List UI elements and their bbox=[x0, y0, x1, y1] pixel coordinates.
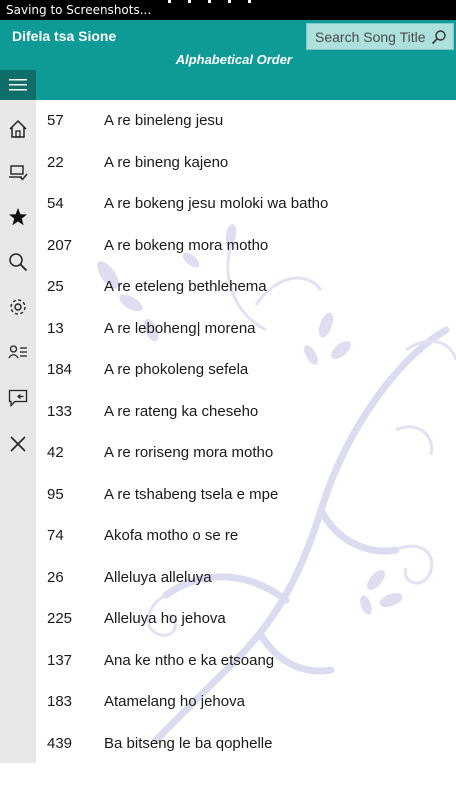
song-title: Atamelang ho jehova bbox=[104, 693, 245, 710]
menu-bar bbox=[0, 70, 456, 100]
song-row[interactable] bbox=[36, 432, 456, 474]
song-row[interactable] bbox=[36, 100, 456, 142]
song-row[interactable] bbox=[36, 557, 456, 599]
song-number: 95 bbox=[47, 485, 64, 503]
song-title: A re bokeng mora motho bbox=[104, 236, 269, 254]
song-number: 57 bbox=[47, 112, 64, 129]
song-title: A re roriseng mora motho bbox=[104, 444, 274, 461]
bottom-area bbox=[0, 763, 456, 810]
song-title: A re tshabeng tsela e mpe bbox=[104, 485, 279, 503]
song-number: 183 bbox=[47, 693, 73, 710]
song-title: A re rateng ka cheseho bbox=[104, 402, 259, 420]
song-title: Akofa motho o se re bbox=[104, 527, 239, 544]
song-title: A re bineng kajeno bbox=[104, 153, 229, 171]
song-number: 74 bbox=[47, 527, 64, 544]
song-title: A re eteleng bethlehema bbox=[104, 278, 267, 295]
hamburger-icon bbox=[9, 79, 27, 91]
app-title: Difela tsa Sione bbox=[12, 28, 117, 44]
song-number: 184 bbox=[47, 361, 73, 378]
song-title: Ana ke ntho e ka etsoang bbox=[104, 651, 275, 669]
song-title: A re leboheng| morena bbox=[104, 319, 256, 337]
song-number: 22 bbox=[47, 153, 64, 171]
song-row[interactable] bbox=[36, 142, 456, 184]
song-number: 54 bbox=[47, 195, 64, 212]
song-title: A re bineleng jesu bbox=[104, 112, 224, 129]
song-row[interactable] bbox=[36, 598, 456, 640]
song-title: A re bokeng jesu moloki wa batho bbox=[104, 195, 329, 212]
song-list bbox=[36, 100, 456, 763]
song-number: 439 bbox=[47, 734, 73, 752]
song-row[interactable] bbox=[36, 266, 456, 308]
song-row[interactable] bbox=[36, 391, 456, 433]
status-dots bbox=[168, 0, 251, 6]
song-row[interactable] bbox=[36, 723, 456, 764]
song-number: 137 bbox=[47, 651, 73, 669]
song-row[interactable] bbox=[36, 225, 456, 267]
message-reply-icon[interactable] bbox=[7, 387, 29, 409]
song-number: 225 bbox=[47, 610, 73, 627]
status-bar bbox=[0, 0, 456, 20]
search-input[interactable] bbox=[307, 29, 427, 45]
search-icon[interactable] bbox=[431, 29, 447, 45]
hamburger-menu-button[interactable] bbox=[0, 70, 36, 100]
close-icon[interactable] bbox=[7, 433, 29, 455]
song-number: 13 bbox=[47, 319, 64, 337]
search-box[interactable] bbox=[306, 23, 454, 50]
search-icon[interactable] bbox=[7, 251, 29, 273]
song-title: Ba bitseng le ba qophelle bbox=[104, 734, 273, 752]
person-list-icon[interactable] bbox=[7, 341, 29, 363]
song-number: 133 bbox=[47, 402, 73, 420]
home-icon[interactable] bbox=[7, 118, 29, 140]
song-title: A re phokoleng sefela bbox=[104, 361, 249, 378]
app-header bbox=[0, 20, 456, 70]
song-row[interactable] bbox=[36, 515, 456, 557]
status-text: Saving to Screenshots... bbox=[6, 3, 152, 17]
song-row[interactable] bbox=[36, 349, 456, 391]
song-row[interactable] bbox=[36, 183, 456, 225]
song-row[interactable] bbox=[36, 681, 456, 723]
song-title: Alleluya alleluya bbox=[104, 568, 212, 586]
page-subtitle: Alphabetical Order bbox=[175, 52, 292, 67]
song-number: 25 bbox=[47, 278, 64, 295]
sidebar bbox=[0, 100, 36, 763]
laptop-check-icon[interactable] bbox=[7, 161, 29, 183]
song-number: 207 bbox=[47, 236, 73, 254]
song-row[interactable] bbox=[36, 474, 456, 516]
song-title: Alleluya ho jehova bbox=[104, 610, 226, 627]
song-row[interactable] bbox=[36, 640, 456, 682]
star-icon[interactable] bbox=[7, 206, 29, 228]
gear-icon[interactable] bbox=[7, 296, 29, 318]
song-number: 42 bbox=[47, 444, 64, 461]
song-number: 26 bbox=[47, 568, 64, 586]
song-row[interactable] bbox=[36, 308, 456, 350]
